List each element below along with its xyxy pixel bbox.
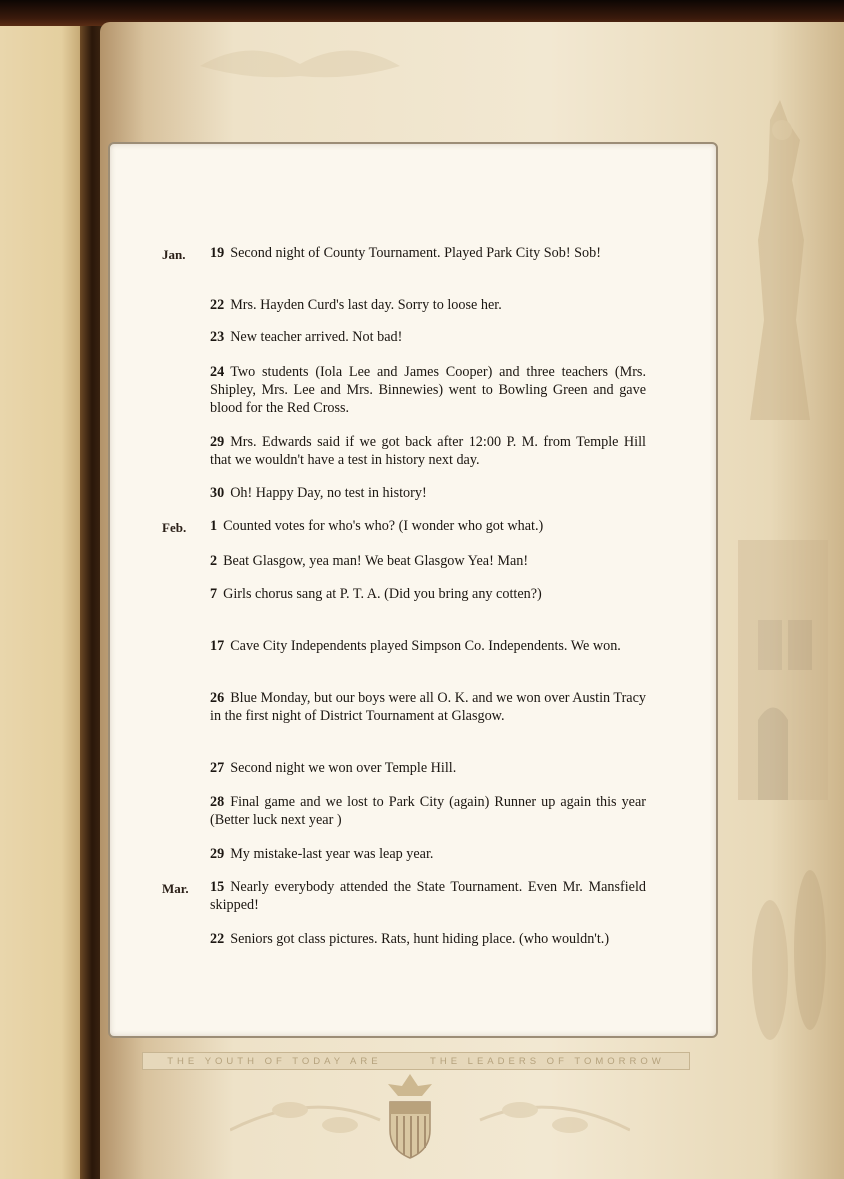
- entry-day: 17: [210, 638, 225, 654]
- entry-text: Mrs. Hayden Curd's last day. Sorry to loose her.: [230, 297, 502, 313]
- motto-right: THE LEADERS OF TOMORROW: [430, 1055, 665, 1067]
- entry-day: 1: [210, 518, 218, 534]
- entry-day: 26: [210, 690, 225, 706]
- entry-day: 15: [210, 879, 225, 895]
- entry-day: 22: [210, 297, 225, 313]
- calendar-entry: [210, 296, 646, 314]
- entry-text: Second night we won over Temple Hill.: [230, 760, 457, 776]
- calendar-entry: [210, 328, 646, 346]
- entry-text: Final game and we lost to Park City (again) Runner up again this year (Better luck next year ): [210, 794, 646, 828]
- entry-day: 28: [210, 794, 225, 810]
- entry-text: Second night of County Tournament. Played Park City Sob! Sob!: [230, 245, 601, 261]
- entry-day: 7: [210, 586, 218, 602]
- entry-day: 29: [210, 434, 225, 450]
- month-label: Jan.: [162, 247, 186, 262]
- calendar-entry: [210, 878, 646, 914]
- entry-day: 2: [210, 553, 218, 569]
- entry-text: Nearly everybody attended the State Tournament. Even Mr. Mansfield skipped!: [210, 879, 646, 913]
- entry-text: Seniors got class pictures. Rats, hunt hiding place. (who wouldn't.): [230, 931, 610, 947]
- motto-banner: [142, 1052, 690, 1070]
- calendar-entry: [210, 930, 646, 948]
- entry-text: Oh! Happy Day, no test in history!: [230, 485, 427, 501]
- entry-text: Girls chorus sang at P. T. A. (Did you bring any cotten?): [223, 586, 542, 602]
- entry-day: 24: [210, 364, 225, 380]
- motto-left: THE YOUTH OF TODAY ARE: [167, 1055, 382, 1067]
- entry-day: 19: [210, 245, 225, 261]
- calendar-entry: [210, 793, 646, 829]
- calendar-entry: [210, 517, 646, 535]
- month-label: Mar.: [162, 881, 189, 896]
- calendar-entry: [210, 552, 646, 570]
- calendar-entry: [210, 689, 646, 725]
- calendar-entry: [210, 759, 646, 777]
- entry-text: Two students (Iola Lee and James Cooper) and three teachers (Mrs. Shipley, Mrs. Lee and Mrs. Binnewies) went to Bowling Green and gave blood for the Red Cross.: [210, 364, 646, 416]
- entry-text: Counted votes for who's who? (I wonder who got what.): [223, 518, 544, 534]
- entry-text: Blue Monday, but our boys were all O. K. and we won over Austin Tracy in the first night of District Tournament at Glasgow.: [210, 690, 646, 724]
- calendar-entry: [210, 363, 646, 417]
- calendar-entry: [210, 244, 646, 262]
- entry-text: Mrs. Edwards said if we got back after 12:00 P. M. from Temple Hill that we wouldn't have a test in history next day.: [210, 434, 646, 468]
- entry-text: Beat Glasgow, yea man! We beat Glasgow Yea! Man!: [223, 553, 529, 569]
- calendar-entry: [210, 585, 646, 603]
- calendar-entry: [210, 845, 646, 863]
- entry-day: 22: [210, 931, 225, 947]
- entry-day: 30: [210, 485, 225, 501]
- entry-day: 23: [210, 329, 225, 345]
- entry-text: New teacher arrived. Not bad!: [230, 329, 403, 345]
- entry-text: My mistake-last year was leap year.: [230, 846, 434, 862]
- entry-day: 27: [210, 760, 225, 776]
- calendar-entry: [210, 484, 646, 502]
- leaf-branch-illustration: [230, 1070, 630, 1170]
- calendar-entry: [210, 637, 646, 655]
- calendar-entry: [210, 433, 646, 469]
- month-label: Feb.: [162, 520, 187, 535]
- entry-day: 29: [210, 846, 225, 862]
- entry-text: Cave City Independents played Simpson Co. Independents. We won.: [230, 638, 621, 654]
